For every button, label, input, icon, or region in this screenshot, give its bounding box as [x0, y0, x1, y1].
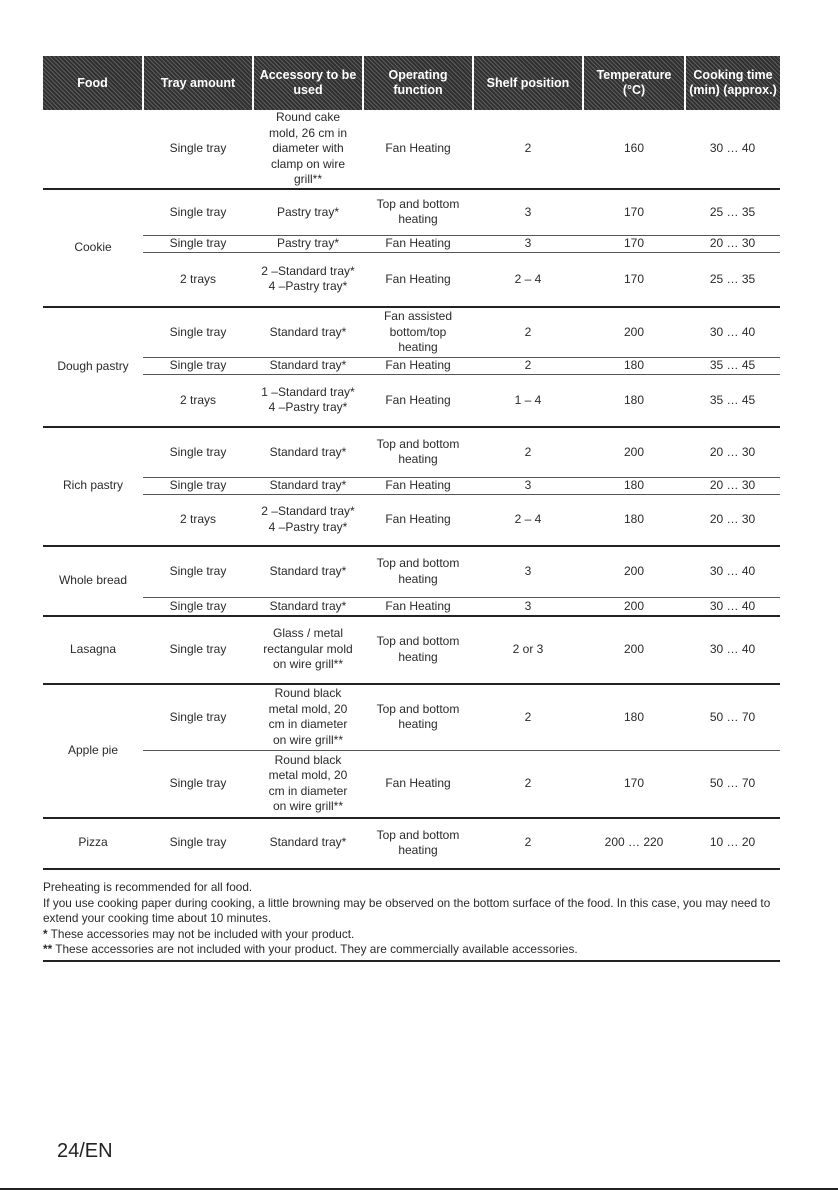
operating-function-cell: Fan Heating — [363, 495, 473, 546]
tray-amount-cell: Single tray — [143, 358, 253, 375]
tray-amount-cell: Single tray — [143, 478, 253, 495]
column-header: Tray amount — [143, 56, 253, 110]
accessory-cell: Round black metal mold, 20 cm in diameter on wire grill** — [253, 684, 363, 751]
tray-amount-cell: 2 trays — [143, 495, 253, 546]
food-cell: Whole bread — [43, 546, 143, 616]
cooking-time-cell: 35 … 45 — [685, 358, 780, 375]
operating-function-cell: Fan assisted bottom/top heating — [363, 307, 473, 358]
column-header: Operating function — [363, 56, 473, 110]
accessory-cell: Round black metal mold, 20 cm in diameter on wire grill** — [253, 751, 363, 818]
tray-amount-cell: Single tray — [143, 684, 253, 751]
cooking-time-cell: 20 … 30 — [685, 236, 780, 253]
temperature-cell: 170 — [583, 253, 685, 307]
operating-function-cell: Fan Heating — [363, 236, 473, 253]
operating-function-cell: Fan Heating — [363, 253, 473, 307]
note-double-asterisk — [43, 942, 780, 958]
shelf-position-cell: 2 — [473, 818, 583, 869]
temperature-cell: 180 — [583, 478, 685, 495]
shelf-position-cell: 2 – 4 — [473, 495, 583, 546]
table-row — [43, 236, 780, 253]
temperature-cell: 180 — [583, 358, 685, 375]
temperature-cell: 170 — [583, 751, 685, 818]
accessory-cell: Standard tray* — [253, 427, 363, 478]
cooking-table-container — [43, 56, 780, 870]
shelf-position-cell: 2 — [473, 110, 583, 189]
shelf-position-cell: 3 — [473, 598, 583, 616]
accessory-cell: Standard tray* — [253, 598, 363, 616]
shelf-position-cell: 3 — [473, 236, 583, 253]
tray-amount-cell: Single tray — [143, 427, 253, 478]
accessory-cell: Pastry tray* — [253, 236, 363, 253]
note-double-asterisk-text: These accessories are not included with your product. They are commercially available accessories. — [55, 942, 578, 956]
column-header: Temperature (°C) — [583, 56, 685, 110]
notes-section — [43, 880, 780, 958]
accessory-cell: Standard tray* — [253, 818, 363, 869]
cooking-time-cell: 50 … 70 — [685, 684, 780, 751]
note-single-asterisk-text: These accessories may not be included with your product. — [50, 926, 355, 941]
accessory-cell: 1 –Standard tray* 4 –Pastry tray* — [253, 375, 363, 427]
cooking-table — [43, 56, 780, 870]
shelf-position-cell: 2 – 4 — [473, 253, 583, 307]
food-cell: Lasagna — [43, 616, 143, 684]
note-cooking-paper: If you use cooking paper during cooking, a little browning may be observed on the bottom surface of the food. In this case, you may need to extend your cooking time about 10 minutes. — [43, 895, 771, 925]
temperature-cell: 200 — [583, 427, 685, 478]
cooking-time-cell: 30 … 40 — [685, 110, 780, 189]
table-row — [43, 546, 780, 598]
table-body — [43, 110, 780, 869]
shelf-position-cell: 2 or 3 — [473, 616, 583, 684]
table-row — [43, 189, 780, 236]
accessory-cell: Standard tray* — [253, 478, 363, 495]
cooking-time-cell: 20 … 30 — [685, 495, 780, 546]
operating-function-cell: Top and bottom heating — [363, 427, 473, 478]
cooking-time-cell: 25 … 35 — [685, 189, 780, 236]
accessory-cell: 2 –Standard tray* 4 –Pastry tray* — [253, 495, 363, 546]
temperature-cell: 200 — [583, 307, 685, 358]
cooking-time-cell: 30 … 40 — [685, 546, 780, 598]
tray-amount-cell: 2 trays — [143, 375, 253, 427]
temperature-cell: 170 — [583, 189, 685, 236]
accessory-cell: Round cake mold, 26 cm in diameter with clamp on wire grill** — [253, 110, 363, 189]
tray-amount-cell: Single tray — [143, 110, 253, 189]
operating-function-cell: Top and bottom heating — [363, 616, 473, 684]
accessory-cell: Pastry tray* — [253, 189, 363, 236]
shelf-position-cell: 2 — [473, 751, 583, 818]
operating-function-cell: Fan Heating — [363, 598, 473, 616]
tray-amount-cell: Single tray — [143, 189, 253, 236]
note-preheating: Preheating is recommended for all food. — [43, 880, 253, 894]
temperature-cell: 160 — [583, 110, 685, 189]
table-row — [43, 478, 780, 495]
asterisk-mark: * — [43, 926, 48, 941]
cooking-time-cell: 35 … 45 — [685, 375, 780, 427]
page-bottom-rule — [0, 1188, 838, 1190]
accessory-cell: Glass / metal rectangular mold on wire grill** — [253, 616, 363, 684]
double-asterisk-mark: ** — [43, 942, 53, 956]
shelf-position-cell: 3 — [473, 189, 583, 236]
table-row — [43, 253, 780, 307]
cooking-time-cell: 30 … 40 — [685, 307, 780, 358]
tray-amount-cell: Single tray — [143, 307, 253, 358]
column-header: Shelf position — [473, 56, 583, 110]
shelf-position-cell: 2 — [473, 684, 583, 751]
cooking-time-cell: 20 … 30 — [685, 478, 780, 495]
tray-amount-cell: Single tray — [143, 546, 253, 598]
operating-function-cell: Top and bottom heating — [363, 189, 473, 236]
operating-function-cell: Fan Heating — [363, 110, 473, 189]
cooking-time-cell: 20 … 30 — [685, 427, 780, 478]
cooking-time-cell: 10 … 20 — [685, 818, 780, 869]
accessory-cell: Standard tray* — [253, 307, 363, 358]
cooking-time-cell: 25 … 35 — [685, 253, 780, 307]
temperature-cell: 200 — [583, 598, 685, 616]
table-row — [43, 616, 780, 684]
accessory-cell: Standard tray* — [253, 358, 363, 375]
tray-amount-cell: Single tray — [143, 616, 253, 684]
table-header-row — [43, 56, 780, 110]
accessory-cell: 2 –Standard tray* 4 –Pastry tray* — [253, 253, 363, 307]
tray-amount-cell: Single tray — [143, 598, 253, 616]
column-header: Food — [43, 56, 143, 110]
column-header: Cooking time (min) (approx.) — [685, 56, 780, 110]
table-row — [43, 751, 780, 818]
table-row — [43, 598, 780, 616]
operating-function-cell: Fan Heating — [363, 751, 473, 818]
cooking-time-cell: 50 … 70 — [685, 751, 780, 818]
operating-function-cell: Fan Heating — [363, 478, 473, 495]
notes-end-rule — [43, 960, 780, 962]
temperature-cell: 200 … 220 — [583, 818, 685, 869]
temperature-cell: 200 — [583, 546, 685, 598]
food-cell: Pizza — [43, 818, 143, 869]
shelf-position-cell: 2 — [473, 307, 583, 358]
temperature-cell: 180 — [583, 495, 685, 546]
food-cell: Cookie — [43, 189, 143, 307]
table-row — [43, 684, 780, 751]
table-row — [43, 427, 780, 478]
operating-function-cell: Top and bottom heating — [363, 546, 473, 598]
food-cell: Rich pastry — [43, 427, 143, 546]
cooking-time-cell: 30 … 40 — [685, 616, 780, 684]
food-cell — [43, 110, 143, 189]
column-header: Accessory to be used — [253, 56, 363, 110]
operating-function-cell: Fan Heating — [363, 375, 473, 427]
temperature-cell: 180 — [583, 684, 685, 751]
operating-function-cell: Fan Heating — [363, 358, 473, 375]
temperature-cell: 170 — [583, 236, 685, 253]
food-cell: Apple pie — [43, 684, 143, 818]
temperature-cell: 180 — [583, 375, 685, 427]
note-single-asterisk — [43, 927, 780, 943]
page-number: 24/EN — [57, 1140, 113, 1162]
shelf-position-cell: 3 — [473, 546, 583, 598]
table-row — [43, 307, 780, 358]
operating-function-cell: Top and bottom heating — [363, 818, 473, 869]
table-row — [43, 818, 780, 869]
shelf-position-cell: 2 — [473, 358, 583, 375]
shelf-position-cell: 3 — [473, 478, 583, 495]
tray-amount-cell: Single tray — [143, 818, 253, 869]
operating-function-cell: Top and bottom heating — [363, 684, 473, 751]
shelf-position-cell: 1 – 4 — [473, 375, 583, 427]
tray-amount-cell: Single tray — [143, 751, 253, 818]
temperature-cell: 200 — [583, 616, 685, 684]
tray-amount-cell: Single tray — [143, 236, 253, 253]
table-row — [43, 358, 780, 375]
table-row — [43, 110, 780, 189]
tray-amount-cell: 2 trays — [143, 253, 253, 307]
cooking-time-cell: 30 … 40 — [685, 598, 780, 616]
accessory-cell: Standard tray* — [253, 546, 363, 598]
table-row — [43, 495, 780, 546]
shelf-position-cell: 2 — [473, 427, 583, 478]
table-row — [43, 375, 780, 427]
food-cell: Dough pastry — [43, 307, 143, 427]
